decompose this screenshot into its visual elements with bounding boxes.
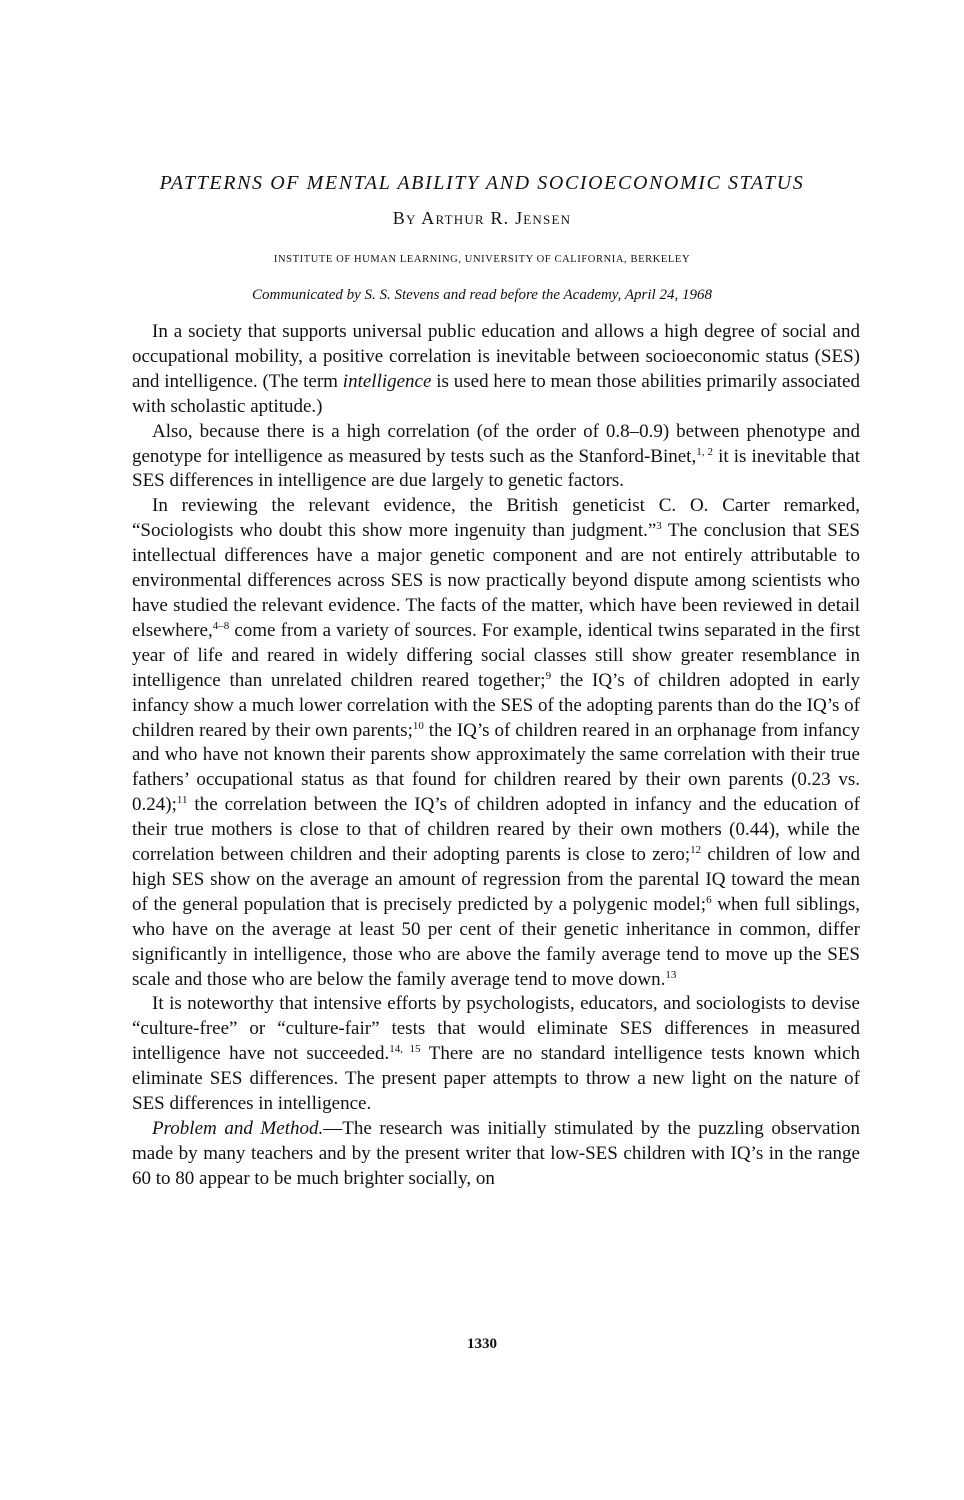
footnote-ref: 10	[412, 719, 424, 732]
footnote-ref: 9	[545, 669, 552, 682]
footnote-ref: 11	[176, 794, 188, 807]
footnote-ref: 4–8	[212, 619, 230, 632]
footnote-ref: 6	[706, 893, 712, 906]
text-run: Also, because there is a high correlation (of the order of 0.8–0.9) between phenotype and genotype for intelligence as measured by tests such as the Stanford-Binet,	[132, 420, 860, 467]
text-run: In reviewing the relevant evidence, the British geneticist C. O. Carter remarked, “Sociologists who doubt this show more ingenuity than judgment.”	[132, 495, 860, 542]
article-body	[132, 320, 860, 1192]
text-run: the correlation between the IQ’s of children adopted in infancy and the education of their true mothers is close to that of children reared by their own mothers (0.44), while the correlation between children and their adopting parents is close to zero;	[132, 794, 860, 866]
footnote-ref: 14, 15	[389, 1043, 421, 1056]
paragraph-4	[132, 992, 860, 1117]
text-run: In a society that supports universal public education and allows a high degree of social and occupational mobility, a positive correlation is inevitable between socioeconomic status (SES) and intelligence. (The term	[132, 321, 860, 392]
text-run: when full siblings, who have on the average at least 50 per cent of their genetic inheritance in common, differ significantly in intelligence, those who are above the family average tend to move up the SES scale and those who are below the family average tend to move down.	[132, 893, 860, 990]
emphasis: intelligence	[342, 370, 432, 392]
text-run: It is noteworthy that intensive efforts by psychologists, educators, and sociologists to devise “culture-free” or “culture-fair” tests that would eliminate SES differences in measured intelligence have not succeeded.	[132, 993, 860, 1065]
text-run: is used here to mean those abilities primarily associated with scholastic aptitude.)	[132, 370, 860, 417]
footnote-ref: 3	[656, 520, 662, 533]
text-run: There are no standard intelligence tests known which eliminate SES differences. The present paper attempts to throw a new light on the nature of SES differences in intelligence.	[132, 1043, 861, 1115]
footnote-ref: 13	[665, 968, 677, 981]
footnote-ref: 12	[690, 844, 702, 857]
page-number: 1330	[467, 1336, 497, 1352]
section-heading: Problem and Method.	[152, 1118, 324, 1139]
author-affiliation: INSTITUTE OF HUMAN LEARNING, UNIVERSITY OF CALIFORNIA, BERKELEY	[273, 254, 691, 265]
text-run: come from a variety of sources. For example, identical twins separated in the first year of life and reared in widely differing social classes still show greater resemblance in intelligence than unrelated children reared together;	[132, 619, 860, 691]
text-run: children of low and high SES show on the average an amount of regression from the parental IQ toward the mean of the general population that is precisely predicted by a polygenic model;	[132, 844, 860, 915]
footnote-ref: 1, 2	[696, 445, 714, 458]
paragraph-1	[132, 320, 860, 420]
text-run: the IQ’s of children adopted in early infancy show a much lower correlation with the SES of the adopting parents than do the IQ’s of children reared by their own parents;	[132, 669, 860, 741]
text-run: the IQ’s of children reared in an orphanage from infancy and who have not known their parents show approximately the same correlation with their true fathers’ occupational status as that found for children reared by their own parents (0.23 vs. 0.24);	[132, 719, 860, 816]
paragraph-2	[132, 420, 860, 495]
text-run: The conclusion that SES intellectual differences have a major genetic component and are not entirely attributable to environmental differences across SES is now practically beyond dispute among scientists who have studied the relevant evidence. The facts of the matter, which have been reviewed in detail elsewhere,	[132, 520, 860, 641]
article-title: PATTERNS OF MENTAL ABILITY AND SOCIOECONOMIC STATUS	[159, 172, 805, 194]
text-run: it is inevitable that SES differences in intelligence are due largely to genetic factors.	[132, 445, 861, 492]
article-author: By Arthur R. Jensen	[392, 208, 572, 228]
paragraph-3	[132, 494, 860, 992]
text-run: —The research was initially stimulated by the puzzling observation made by many teachers and by the present writer that low-SES children with IQ’s in the range 60 to 80 appear to be much brighter socially, on	[132, 1118, 860, 1189]
paragraph-5	[132, 1117, 860, 1192]
communication-note: Communicated by S. S. Stevens and read before the Academy, April 24, 1968	[252, 287, 712, 303]
